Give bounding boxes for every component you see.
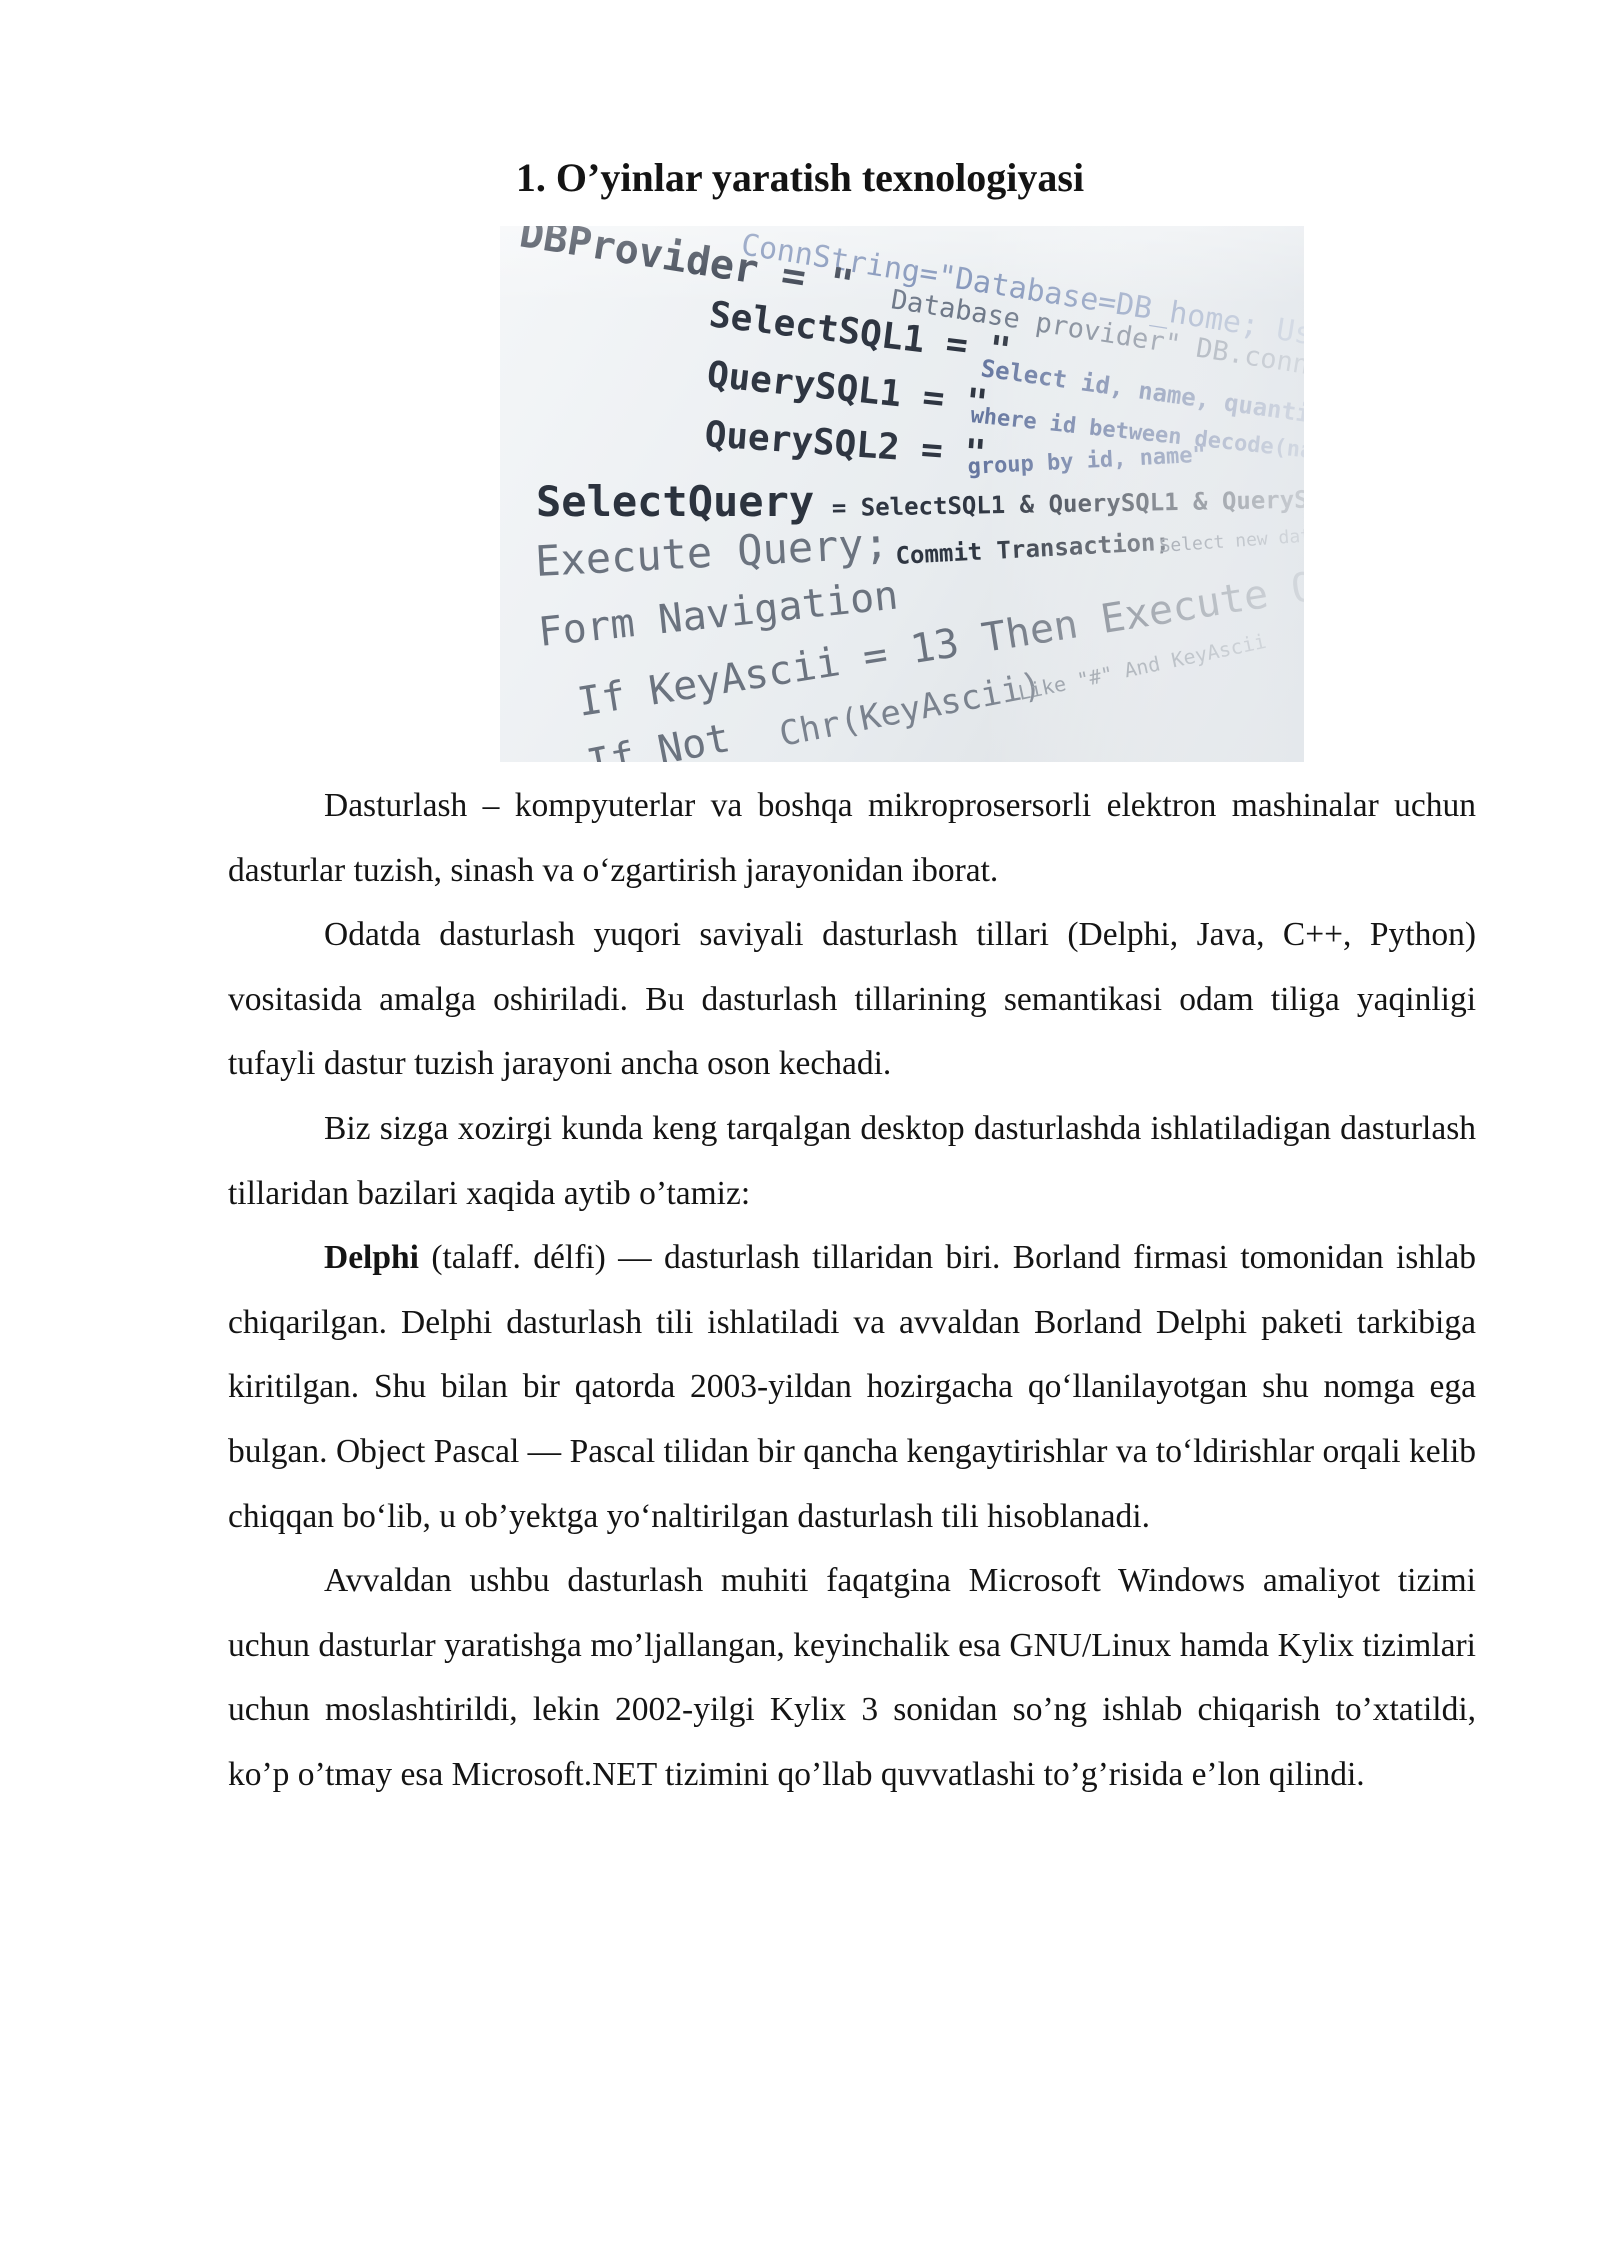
code-photo-graphic — [500, 226, 1304, 762]
page-title: 1. O’yinlar yaratish texnologiyasi — [515, 155, 1085, 200]
paragraph: Dasturlash – kompyuterlar va boshqa mikroprosersorli elektron mashinalar uchun dasturlar tuzish, sinash va oʻzgartirish jarayonidan iborat. — [228, 787, 1476, 889]
paragraph: Odatda dasturlash yuqori saviyali dasturlash tillari (Delphi, Java, C++, Python) vositasida amalga oshiriladi. Bu dasturlash tillarining semantikasi odam tiliga yaqinligi tufayli dastur tuzish jarayoni ancha oson kechadi. — [228, 916, 1476, 1083]
paragraph: Biz sizga xozirgi kunda keng tarqalgan desktop dasturlashda ishlatiladigan dasturlash tillaridan bazilari xaqida aytib o’tamiz: — [228, 1109, 1476, 1212]
body-text — [228, 774, 1476, 1808]
code-photo — [500, 226, 1304, 762]
paragraph-text: (talaff. délfi) — dasturlash tillaridan biri. Borland firmasi tomonidan ishlab chiqarilgan. Delphi dasturlash tili ishlatiladi va avvaldan Borland Delphi paketi tarkibiga kiritilgan. Shu bilan bir qatorda 2003-yildan hozirgacha qoʻllanilayotgan shu nomga ega bulgan. Object Pascal — Pascal tilidan bir qancha kengaytirishlar va toʻldirishlar orqali kelib chiqqan boʻlib, u ob’yektga yoʻnaltirilgan dasturlash tili hisoblanadi. — [228, 1239, 1476, 1535]
paragraph: Avvaldan ushbu dasturlash muhiti faqatgina Microsoft Windows amaliyot tizimi uchun dasturlar yaratishga mo’ljallangan, keyinchalik esa GNU/Linux hamda Kylix tizimlari uchun moslashtirildi, lekin 2002-yilgi Kylix 3 sonidan so’ng ishlab chiqarish to’xtatildi, ko’p o’tmay esa Microsoft.NET tizimini qo’llab quvvatlashi to’g’risida e’lon qilindi. — [228, 1562, 1476, 1793]
paragraph — [228, 1226, 1476, 1549]
term-delphi: Delphi — [324, 1239, 419, 1277]
